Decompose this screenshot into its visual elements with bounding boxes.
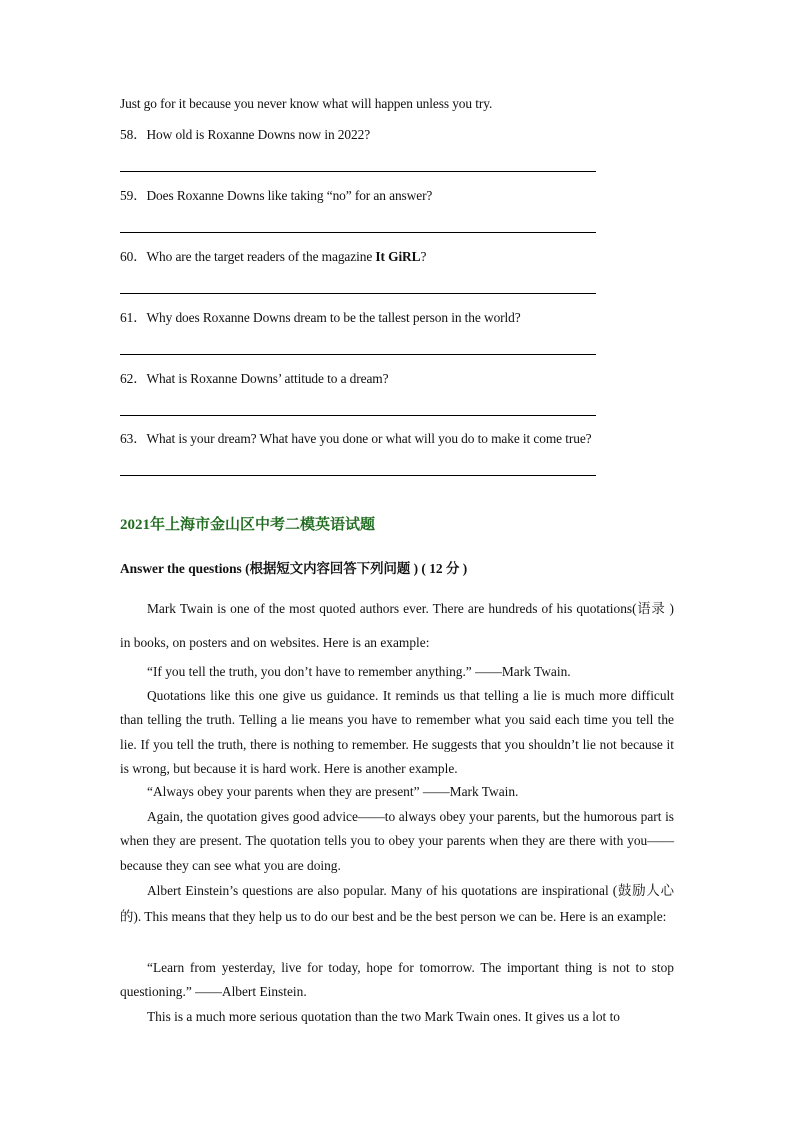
passage-paragraph-3: Again, the quotation gives good advice——to always obey your parents, but the humorous part is when they are present. The quotation tells you to obey your parents when they are there with you——because they can see what you are doing. [120,809,674,873]
question-62: 62．What is Roxanne Downs’ attitude to a dream? [120,371,389,386]
question-60 [120,246,426,265]
intro-line: Just go for it because you never know what will happen unless you try. [120,96,493,111]
answer-line-60[interactable] [120,293,596,294]
magazine-title: It GiRL [375,249,421,264]
passage-paragraph-4: Albert Einstein’s questions are also popular. Many of his quotations are inspirational (鼓励人心的). This means that they help us to do our best and be the best person we can be. Here is an example: [120,883,674,924]
passage-paragraph-6: This is a much more serious quotation than the two Mark Twain ones. It gives us a lot to [147,1009,620,1024]
passage-paragraph-1: Mark Twain is one of the most quoted authors ever. There are hundreds of his quotations(语录 ) in books, on posters and on websites. Here is an example: [120,601,674,650]
question-60-text: 60．Who are the target readers of the magazine [120,249,376,264]
question-61: 61．Why does Roxanne Downs dream to be the tallest person in the world? [120,310,521,325]
section-title: 2021年上海市金山区中考二模英语试题 [120,517,376,533]
answer-line-63[interactable] [120,475,596,476]
passage-quote-3: “Learn from yesterday, live for today, hope for tomorrow. The important thing is not to stop questioning.” ——Albert Einstein. [120,960,674,1000]
passage-quote-1: “If you tell the truth, you don’t have to remember anything.” ——Mark Twain. [147,664,571,679]
instruction: Answer the questions (根据短文内容回答下列问题 ) ( 12 分 ) [120,561,468,576]
passage-quote-2: “Always obey your parents when they are present” ——Mark Twain. [147,784,519,799]
answer-line-59[interactable] [120,232,596,233]
passage-paragraph-2: Quotations like this one give us guidance. It reminds us that telling a lie is much more difficult than telling the truth. Telling a lie means you have to remember what you said each time you tell the lie. If you tell the truth, there is nothing to remember. He suggests that you shouldn’t lie not because it is wrong, but because it is hard work. Here is another example. [120,688,674,776]
answer-line-62[interactable] [120,415,596,416]
question-63: 63．What is your dream? What have you done or what will you do to make it come true? [120,431,592,446]
question-59: 59．Does Roxanne Downs like taking “no” for an answer? [120,188,433,203]
question-60-mark: ? [420,249,427,264]
answer-line-61[interactable] [120,354,596,355]
answer-line-58[interactable] [120,171,596,172]
question-58: 58．How old is Roxanne Downs now in 2022? [120,127,371,142]
